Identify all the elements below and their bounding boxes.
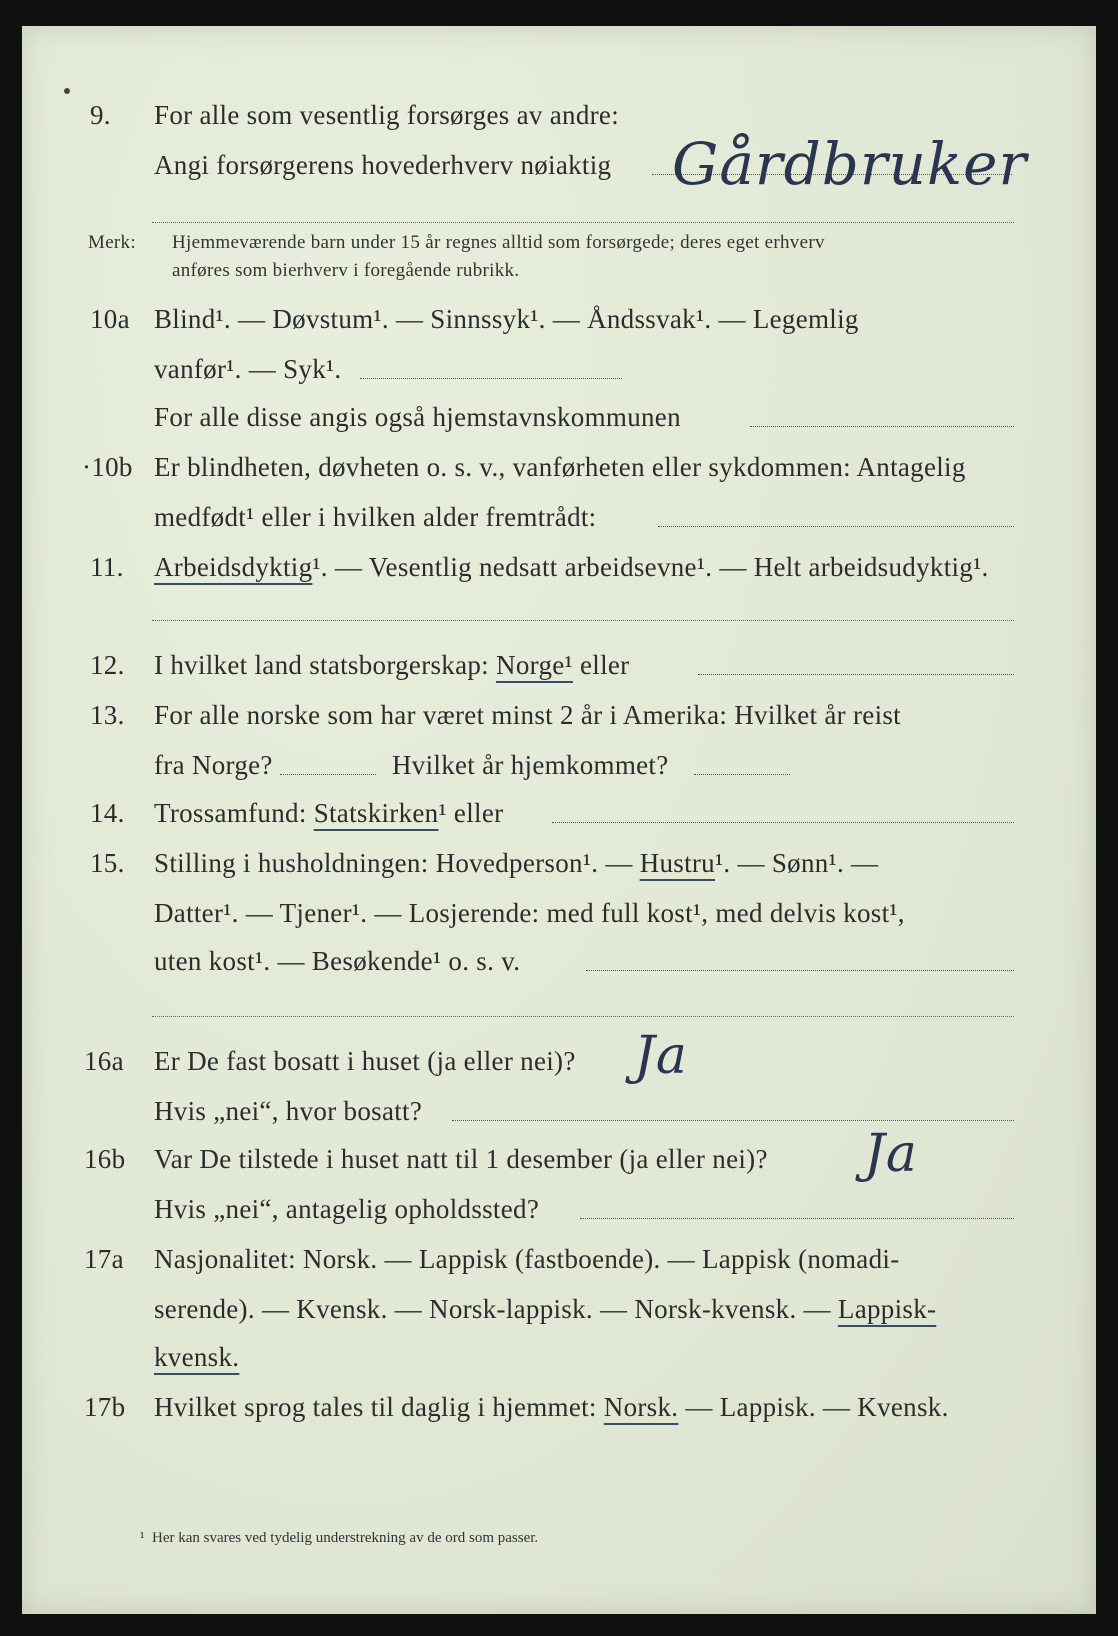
question-text: Trossamfund:: [154, 798, 314, 828]
question-number: 15.: [90, 848, 125, 878]
question-text: eller: [572, 650, 630, 680]
selected-option: kvensk.: [154, 1342, 240, 1372]
question-number: 12.: [90, 650, 125, 680]
question-text: Hvis „nei“, antagelig opholdssted?: [154, 1194, 540, 1224]
ink-mark: [64, 88, 70, 94]
question-text: Var De tilstede i huset natt til 1 desember (ja eller nei)?: [154, 1144, 768, 1174]
answer-line: [658, 526, 1014, 527]
footnote: [140, 1530, 538, 1547]
question-text: For alle disse angis også hjemstavnskommunen: [154, 402, 681, 432]
selected-option: Norge¹: [496, 650, 573, 680]
answer-line: [552, 822, 1014, 823]
question-text: [154, 848, 878, 879]
census-form-page: [22, 26, 1096, 1614]
question-number: 17b: [84, 1392, 126, 1422]
question-text: Blind¹. — Døvstum¹. — Sinnssyk¹. — Åndssvak¹. — Legemlig: [154, 304, 859, 334]
answer-line: [694, 774, 790, 775]
question-text: For alle norske som har været minst 2 år i Amerika: Hvilket år reist: [154, 700, 901, 730]
question-text: Er De fast bosatt i huset (ja eller nei)?: [154, 1046, 576, 1076]
question-text: ¹. — Sønn¹. —: [715, 848, 879, 878]
note-text: anføres som bierhverv i foregående rubrikk.: [172, 260, 520, 281]
question-text: Datter¹. — Tjener¹. — Losjerende: med full kost¹, med delvis kost¹,: [154, 898, 905, 928]
selected-option: Hustru: [639, 848, 715, 878]
question-number: 9.: [90, 100, 111, 130]
question-number: 11.: [90, 552, 124, 582]
question-text: Nasjonalitet: Norsk. — Lappisk (fastboende). — Lappisk (nomadi-: [154, 1244, 900, 1274]
footnote-text: Her kan svares ved tydelig understrekning av de ord som passer.: [152, 1530, 539, 1546]
question-number: 10a: [90, 304, 130, 334]
answer-line: [360, 378, 622, 379]
question-text: [154, 650, 629, 681]
answer-line: [152, 620, 1014, 621]
question-text: medfødt¹ eller i hvilken alder fremtrådt:: [154, 502, 597, 532]
question-text: Stilling i husholdningen: Hovedperson¹. —: [154, 848, 640, 878]
question-text: Angi forsørgerens hovederhverv nøiaktig: [154, 150, 612, 180]
question-text: uten kost¹. — Besøkende¹ o. s. v.: [154, 946, 521, 976]
question-number: 17a: [84, 1244, 124, 1274]
question-number: 13.: [90, 700, 125, 730]
question-number: 16a: [84, 1046, 124, 1076]
question-text: [154, 1294, 936, 1325]
answer-line: [280, 774, 376, 775]
answer-line: [580, 1218, 1014, 1219]
question-text: [154, 798, 503, 829]
answer-line: [698, 674, 1014, 675]
selected-option: Lappisk-: [837, 1294, 937, 1324]
answer-line: [152, 1016, 1014, 1017]
answer-line: [452, 1120, 1014, 1121]
handwritten-answer: Ja: [864, 1124, 918, 1184]
question-text: serende). — Kvensk. — Norsk-lappisk. — Norsk-kvensk. —: [154, 1294, 838, 1324]
question-text: Er blindheten, døvheten o. s. v., vanførheten eller sykdommen: Antagelig: [154, 452, 966, 482]
note-text: Hjemmeværende barn under 15 år regnes alltid som forsørgede; deres eget erhverv: [172, 232, 825, 253]
footnote-mark: ¹: [140, 1530, 145, 1546]
question-number: 14.: [90, 798, 125, 828]
answer-line: [586, 970, 1014, 971]
question-text: ¹. — Vesentlig nedsatt arbeidsevne¹. — Helt arbeidsudyktig¹.: [312, 552, 989, 582]
question-number: ·10b: [82, 452, 133, 482]
question-text: Hvilket sprog tales til daglig i hjemmet:: [154, 1392, 604, 1422]
question-text: Hvilket år hjemkommet?: [392, 750, 669, 780]
note-label: Merk:: [88, 232, 136, 253]
question-text: [154, 552, 989, 583]
question-text: Hvis „nei“, hvor bosatt?: [154, 1096, 423, 1126]
question-text: For alle som vesentlig forsørges av andre:: [154, 100, 619, 130]
answer-line: [750, 426, 1014, 427]
handwritten-answer: Ja: [634, 1026, 688, 1086]
handwritten-answer: Gårdbruker: [672, 130, 1028, 198]
question-number: 16b: [84, 1144, 126, 1174]
selected-option: Statskirken: [313, 798, 439, 828]
question-text: vanfør¹. — Syk¹.: [154, 354, 342, 384]
selected-option: Arbeidsdyktig: [154, 552, 313, 582]
question-text: ¹ eller: [438, 798, 504, 828]
answer-line: [152, 222, 1014, 223]
question-text: I hvilket land statsborgerskap:: [154, 650, 497, 680]
question-text: — Lappisk. — Kvensk.: [678, 1392, 949, 1422]
selected-option: Norsk.: [603, 1392, 679, 1422]
question-text: fra Norge?: [154, 750, 273, 780]
question-text: [154, 1392, 949, 1423]
